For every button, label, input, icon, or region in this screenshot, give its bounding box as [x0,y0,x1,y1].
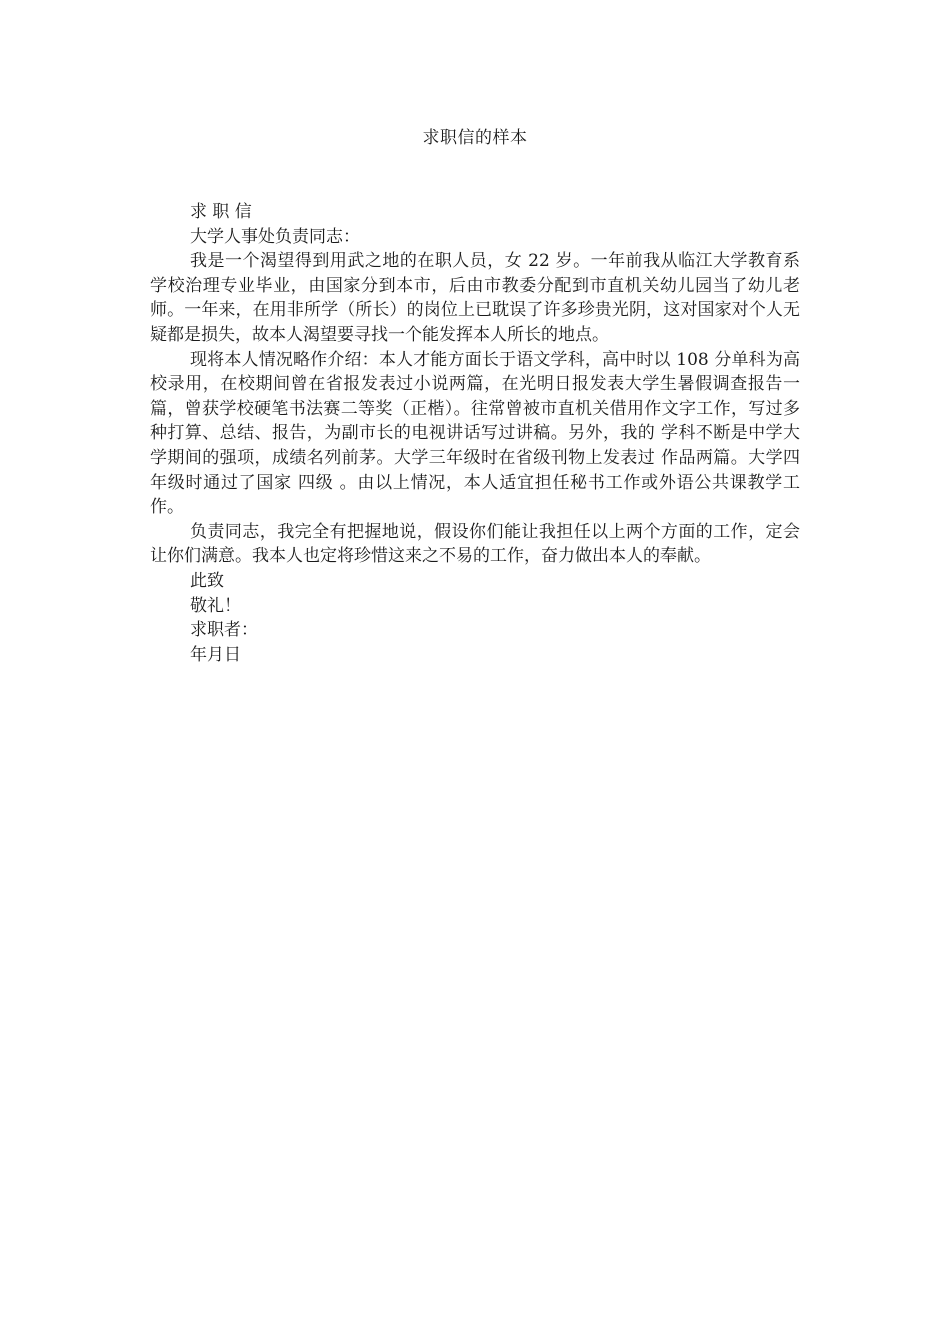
letter-body [150,200,800,667]
letter-paragraph-3: 负责同志，我完全有把握地说，假设你们能让我担任以上两个方面的工作，定会让你们满意。我本人也定将珍惜这来之不易的工作，奋力做出本人的奉献。 [150,521,800,567]
letter-signature: 求职者： [190,620,258,641]
letter-heading: 求 职 信 [190,202,252,222]
letter-paragraph-2: 现将本人情况略作介绍：本人才能方面长于语文学科，高中时以 108 分单科为高校录用，在校期间曾在省报发表过小说两篇，在光明日报发表大学生暑假调查报告一篇，曾获学校硬笔书法赛二等奖（正楷）。往常曾被市直机关借用作文字工作，写过多种打算、总结、报告，为副市长的电视讲话写过讲稿。另外，我的 学科不断是中学大学期间的强项，成绩名列前茅。大学三年级时在省级刊物上发表过 作品两篇。大学四年级时通过了国家 四级 。由以上情况，本人适宜担任秘书工作或外语公共课教学工作。 [150,349,800,518]
letter-date: 年月日 [190,644,241,665]
letter-salutation: 大学人事处负责同志： [190,226,360,247]
letter-paragraph-1: 我是一个渴望得到用武之地的在职人员，女 22 岁。一年前我从临江大学教育系学校治理专业毕业，由国家分到本市，后由市教委分配到市直机关幼儿园当了幼儿老师。一年来，在用非所学（所长）的岗位上已耽误了许多珍贵光阴，这对国家对个人无疑都是损失，故本人渴望要寻找一个能发挥本人所长的地点。 [150,251,800,345]
document-title: 求职信的样本 [422,128,528,148]
letter-closing-2: 敬礼！ [190,595,241,616]
letter-closing-1: 此致 [190,570,224,591]
